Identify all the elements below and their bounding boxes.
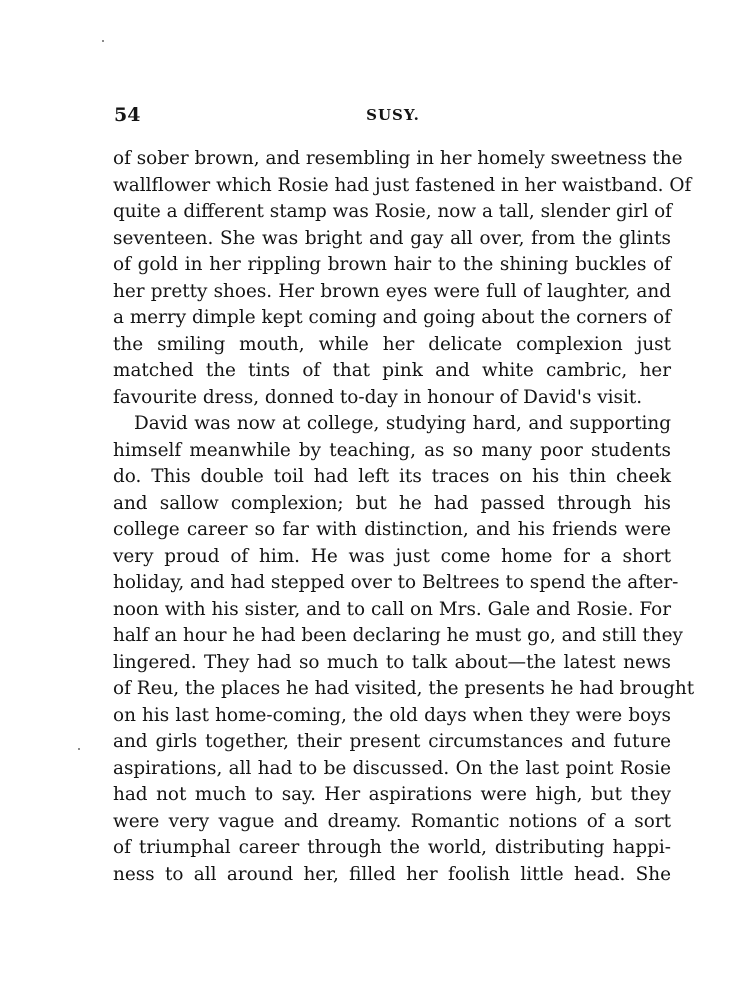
text-line: of sober brown, and resembling in her homely sweetness the [113, 148, 683, 169]
text-line: lingered. They had so much to talk about—the latest news [113, 651, 671, 673]
text-line: quite a different stamp was Rosie, now a tall, slender girl of [113, 201, 672, 222]
text-line: favourite dress, donned to-day in honour of David's visit. [113, 386, 643, 408]
text-line: holiday, and had stepped over to Beltrees to spend the after- [113, 572, 679, 593]
page-header [114, 104, 672, 128]
text-line: a merry dimple kept coming and going about the corners of [113, 307, 671, 328]
text-line: David was now at college, studying hard, and supporting [134, 413, 671, 434]
text-line: of triumphal career through the world, distributing happi- [113, 837, 671, 858]
text-line: on his last home-coming, the old days when they were boys [113, 704, 671, 726]
text-line: the smiling mouth, while her delicate complexion just [113, 333, 671, 355]
text-line: were very vague and dreamy. Romantic notions of a sort [113, 810, 671, 832]
text-line: aspirations, all had to be discussed. On the last point Rosie [113, 757, 671, 779]
text-line: her pretty shoes. Her brown eyes were full of laughter, and [113, 280, 671, 302]
text-line: and sallow complexion; but he had passed through his [113, 492, 671, 514]
text-line: seventeen. She was bright and gay all over, from the glints [113, 227, 671, 249]
text-line: do. This double toil had left its traces on his thin cheek [113, 466, 671, 487]
text-line: noon with his sister, and to call on Mrs. Gale and Rosie. For [113, 598, 671, 620]
text-line: had not much to say. Her aspirations were high, but they [113, 784, 671, 805]
text-line: half an hour he had been declaring he must go, and still they [113, 625, 683, 646]
body-text [113, 146, 695, 888]
text-line: very proud of him. He was just come home for a short [113, 545, 671, 567]
text-line: college career so far with distinction, and his friends were [113, 519, 671, 540]
text-line: of gold in her rippling brown hair to the shining buckles of [113, 254, 671, 275]
margin-speck [102, 40, 104, 42]
running-title: SUSY. [366, 106, 420, 124]
text-line: himself meanwhile by teaching, as so many poor students [113, 439, 671, 461]
text-line: of Reu, the places he had visited, the presents he had brought [113, 678, 695, 699]
margin-speck [78, 748, 80, 750]
text-line: matched the tints of that pink and white cambric, her [113, 360, 671, 381]
page-number: 54 [114, 104, 141, 126]
text-line: ness to all around her, filled her foolish little head. She [113, 863, 671, 885]
text-line: wallflower which Rosie had just fastened in her waistband. Of [113, 174, 692, 196]
text-line: and girls together, their present circumstances and future [113, 731, 671, 752]
